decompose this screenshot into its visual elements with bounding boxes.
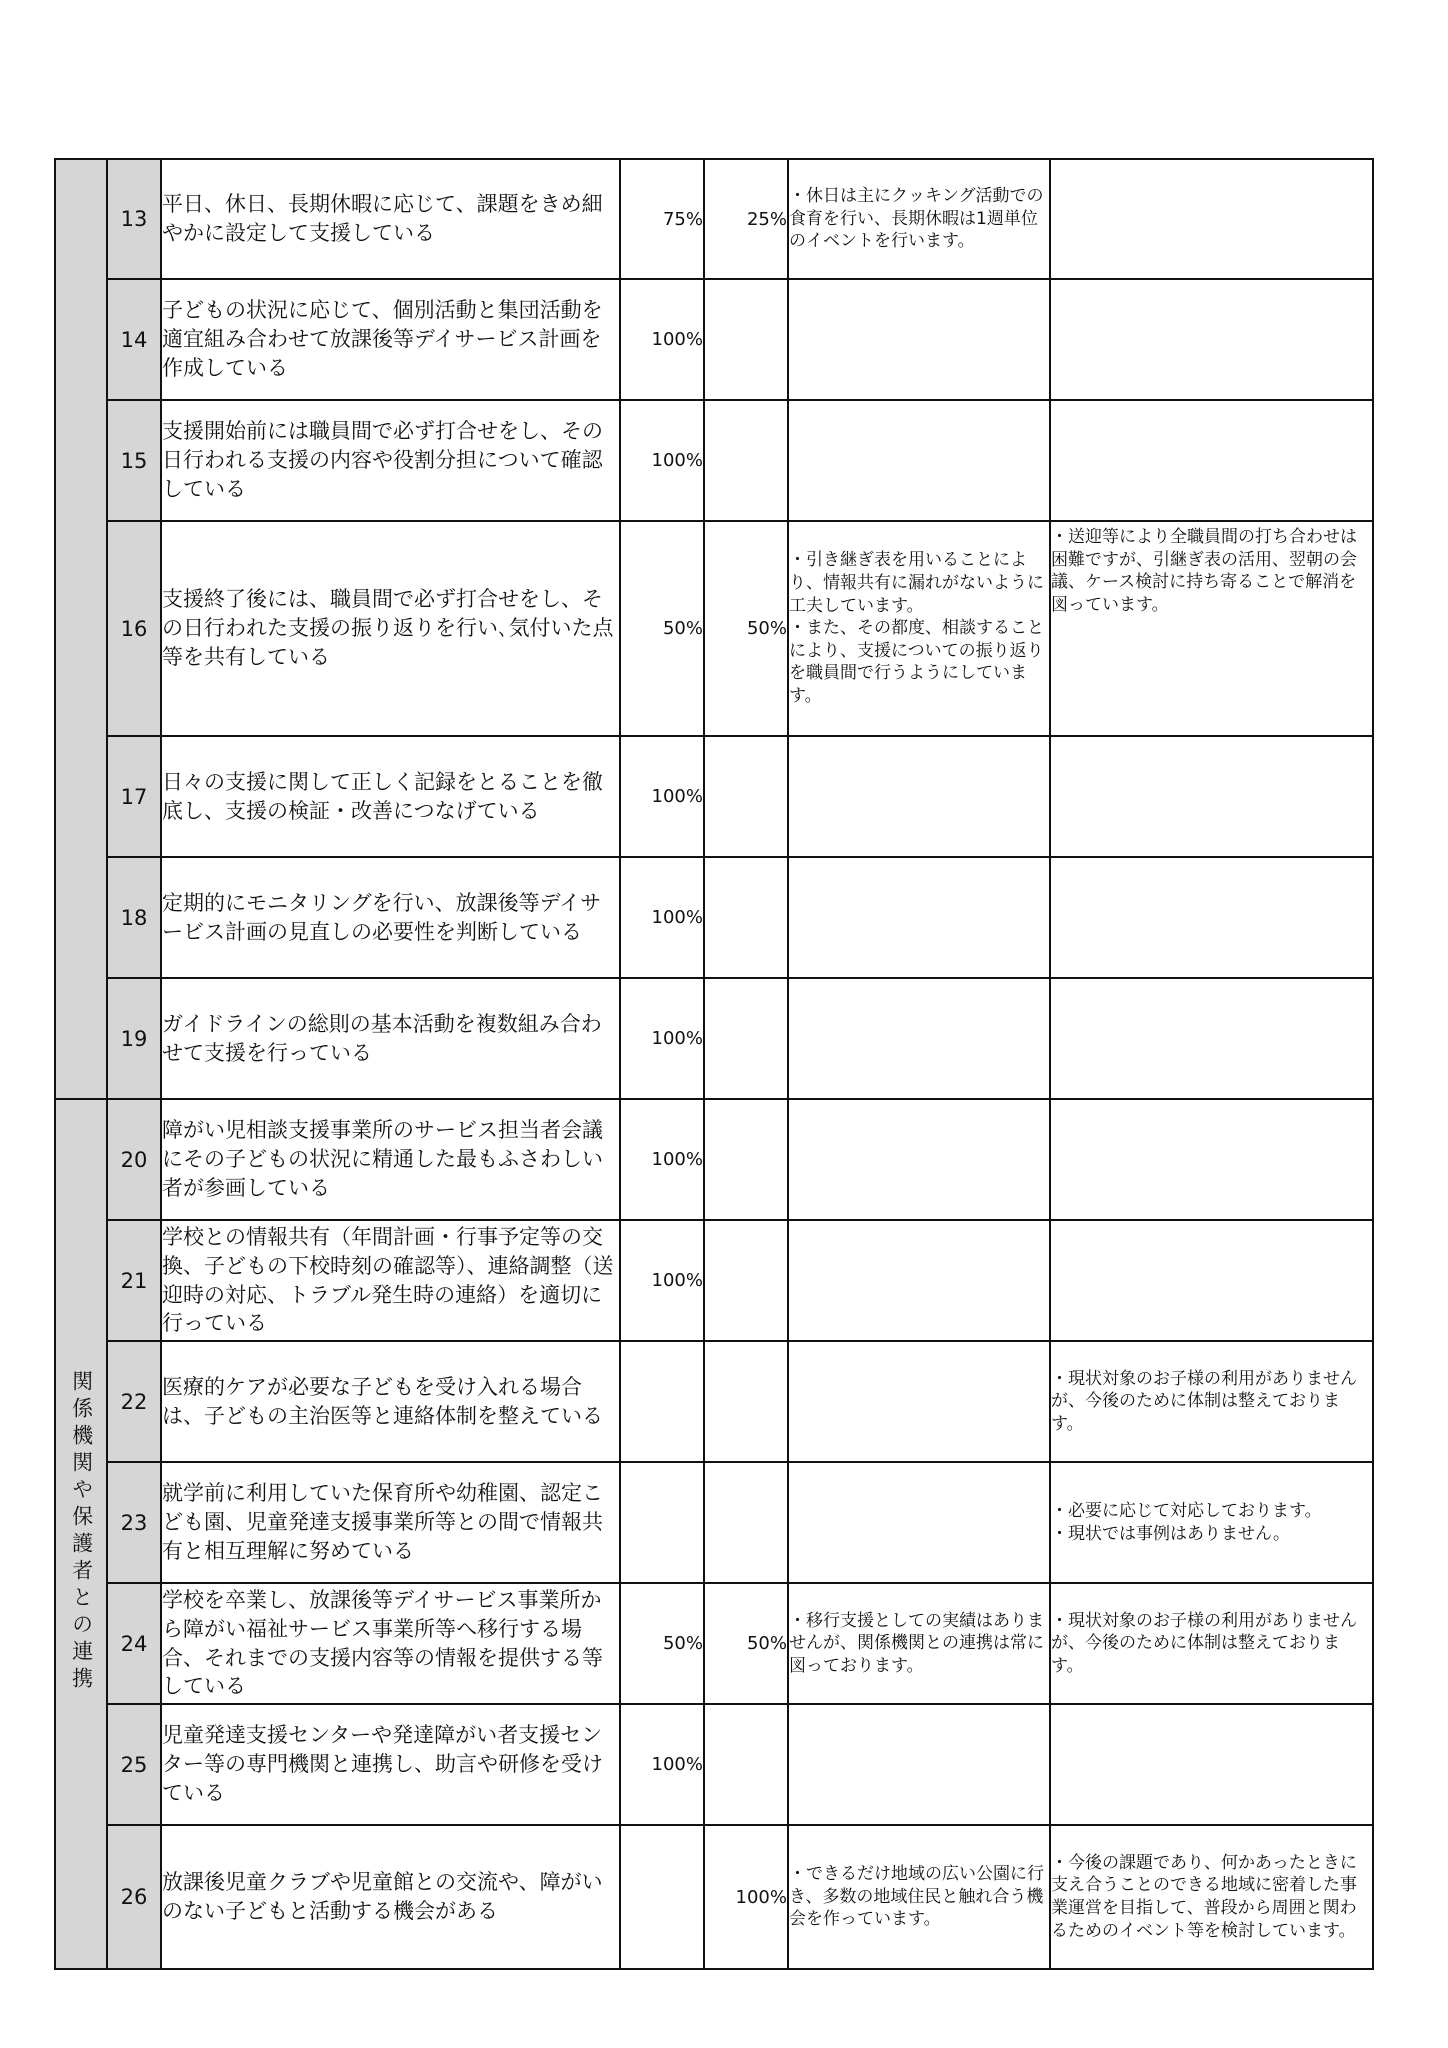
item-text: 支援終了後には、職員間で必ず打合せをし、その日行われた支援の振り返りを行い､気付いた点等を共有している (161, 521, 620, 736)
improvement-cell: ・現状対象のお子様の利用がありませんが、今後のために体制は整えております。 (1050, 1341, 1373, 1462)
table-row (55, 159, 1373, 279)
table-row (55, 736, 1373, 857)
no-percent (704, 1462, 788, 1583)
category-label: 関係機関や保護者との連携 (69, 1370, 94, 1694)
improvement-cell (1050, 978, 1373, 1099)
no-percent: 100% (704, 1825, 788, 1969)
yes-percent: 100% (620, 1099, 704, 1220)
item-text: 子どもの状況に応じて、個別活動と集団活動を適宜組み合わせて放課後等デイサービス計画を作成している (161, 279, 620, 400)
comment-cell: ・引き継ぎ表を用いることにより、情報共有に漏れがないように工夫しています。 ・また、その都度、相談することにより、支援についての振り返りを職員間で行うようにしています。 (788, 521, 1050, 736)
table-row (55, 857, 1373, 978)
table-row (55, 1825, 1373, 1969)
improvement-cell: ・今後の課題であり、何かあったときに支え合うことのできる地域に密着した事業運営を目指して、普段から周囲と関わるためのイベント等を検討しています。 (1050, 1825, 1373, 1969)
improvement-cell (1050, 736, 1373, 857)
table-row (55, 400, 1373, 521)
row-number: 22 (107, 1341, 161, 1462)
improvement-cell: ・必要に応じて対応しております。 ・現状では事例はありません。 (1050, 1462, 1373, 1583)
row-number: 16 (107, 521, 161, 736)
table-row (55, 978, 1373, 1099)
no-percent: 50% (704, 521, 788, 736)
item-text: 就学前に利用していた保育所や幼稚園、認定こども園、児童発達支援事業所等との間で情報共有と相互理解に努めている (161, 1462, 620, 1583)
comment-cell: ・休日は主にクッキング活動での食育を行い、長期休暇は1週単位のイベントを行います。 (788, 159, 1050, 279)
row-number: 19 (107, 978, 161, 1099)
no-percent (704, 857, 788, 978)
improvement-cell (1050, 1704, 1373, 1825)
comment-cell (788, 1220, 1050, 1341)
yes-percent: 100% (620, 978, 704, 1099)
yes-percent (620, 1825, 704, 1969)
item-text: 学校との情報共有（年間計画・行事予定等の交換、子どもの下校時刻の確認等）、連絡調整（送迎時の対応、トラブル発生時の連絡）を適切に行っている (161, 1220, 620, 1341)
no-percent: 25% (704, 159, 788, 279)
item-text: 医療的ケアが必要な子どもを受け入れる場合は、子どもの主治医等と連絡体制を整えている (161, 1341, 620, 1462)
yes-percent: 100% (620, 1704, 704, 1825)
improvement-cell (1050, 1099, 1373, 1220)
table-row (55, 279, 1373, 400)
comment-cell (788, 1341, 1050, 1462)
improvement-cell (1050, 857, 1373, 978)
no-percent (704, 1704, 788, 1825)
yes-percent (620, 1462, 704, 1583)
row-number: 17 (107, 736, 161, 857)
comment-cell (788, 400, 1050, 521)
yes-percent: 100% (620, 400, 704, 521)
row-number: 18 (107, 857, 161, 978)
comment-cell (788, 1462, 1050, 1583)
item-text: 日々の支援に関して正しく記録をとることを徹底し、支援の検証・改善につなげている (161, 736, 620, 857)
row-number: 24 (107, 1583, 161, 1704)
category-cell (55, 159, 107, 1099)
improvement-cell (1050, 1220, 1373, 1341)
improvement-cell (1050, 279, 1373, 400)
table-row (55, 1583, 1373, 1704)
comment-cell: ・移行支援としての実績はありませんが、関係機関との連携は常に図っております。 (788, 1583, 1050, 1704)
comment-cell (788, 279, 1050, 400)
yes-percent: 50% (620, 1583, 704, 1704)
yes-percent: 100% (620, 1220, 704, 1341)
item-text: ガイドラインの総則の基本活動を複数組み合わせて支援を行っている (161, 978, 620, 1099)
improvement-cell: ・現状対象のお子様の利用がありませんが、今後のために体制は整えております。 (1050, 1583, 1373, 1704)
item-text: 平日、休日、長期休暇に応じて、課題をきめ細やかに設定して支援している (161, 159, 620, 279)
row-number: 20 (107, 1099, 161, 1220)
table-row (55, 1099, 1373, 1220)
category-cell (55, 1099, 107, 1969)
yes-percent (620, 1341, 704, 1462)
row-number: 13 (107, 159, 161, 279)
row-number: 15 (107, 400, 161, 521)
no-percent (704, 279, 788, 400)
no-percent (704, 400, 788, 521)
comment-cell (788, 1704, 1050, 1825)
yes-percent: 100% (620, 279, 704, 400)
item-text: 障がい児相談支援事業所のサービス担当者会議にその子どもの状況に精通した最もふさわしい者が参画している (161, 1099, 620, 1220)
table-row (55, 1341, 1373, 1462)
no-percent (704, 1220, 788, 1341)
no-percent (704, 736, 788, 857)
table-row (55, 521, 1373, 736)
item-text: 学校を卒業し、放課後等デイサービス事業所から障がい福祉サービス事業所等へ移行する場合、それまでの支援内容等の情報を提供する等している (161, 1583, 620, 1704)
table-row (55, 1462, 1373, 1583)
yes-percent: 100% (620, 736, 704, 857)
table-row (55, 1220, 1373, 1341)
no-percent (704, 1341, 788, 1462)
table-row (55, 1704, 1373, 1825)
item-text: 児童発達支援センターや発達障がい者支援センター等の専門機関と連携し、助言や研修を受けている (161, 1704, 620, 1825)
improvement-cell (1050, 400, 1373, 521)
comment-cell: ・できるだけ地域の広い公園に行き、多数の地域住民と触れ合う機会を作っています。 (788, 1825, 1050, 1969)
row-number: 26 (107, 1825, 161, 1969)
item-text: 放課後児童クラブや児童館との交流や、障がいのない子どもと活動する機会がある (161, 1825, 620, 1969)
comment-cell (788, 736, 1050, 857)
row-number: 21 (107, 1220, 161, 1341)
item-text: 定期的にモニタリングを行い、放課後等デイサービス計画の見直しの必要性を判断している (161, 857, 620, 978)
row-number: 25 (107, 1704, 161, 1825)
row-number: 23 (107, 1462, 161, 1583)
yes-percent: 75% (620, 159, 704, 279)
yes-percent: 50% (620, 521, 704, 736)
evaluation-table (54, 158, 1374, 1970)
no-percent: 50% (704, 1583, 788, 1704)
item-text: 支援開始前には職員間で必ず打合せをし、その日行われる支援の内容や役割分担について確認している (161, 400, 620, 521)
comment-cell (788, 857, 1050, 978)
improvement-cell: ・送迎等により全職員間の打ち合わせは困難ですが、引継ぎ表の活用、翌朝の会議、ケース検討に持ち寄ることで解消を図っています。 (1050, 521, 1373, 736)
row-number: 14 (107, 279, 161, 400)
yes-percent: 100% (620, 857, 704, 978)
no-percent (704, 978, 788, 1099)
comment-cell (788, 1099, 1050, 1220)
comment-cell (788, 978, 1050, 1099)
improvement-cell (1050, 159, 1373, 279)
no-percent (704, 1099, 788, 1220)
